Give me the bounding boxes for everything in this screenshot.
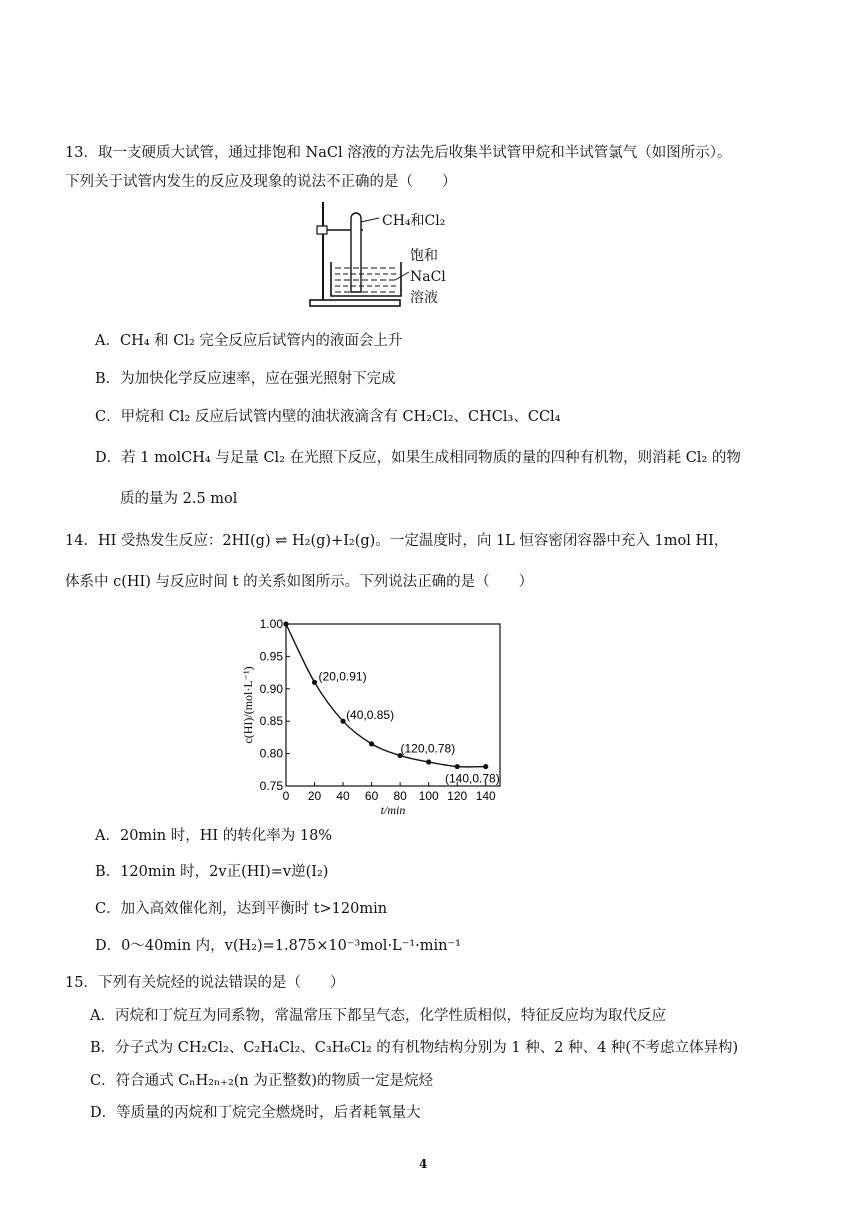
apparatus-liquid-label-1: 饱和 — [410, 248, 438, 264]
plot-frame — [286, 624, 500, 786]
data-point — [283, 621, 288, 626]
data-label: (20,0.91) — [318, 669, 367, 684]
apparatus-liquid-label-2: NaCl — [410, 269, 446, 285]
q13-stem-line2: 下列关于试管内发生的反应及现象的说法不正确的是（ ） — [65, 174, 457, 190]
page-number: 4 — [419, 1157, 428, 1171]
data-point — [426, 759, 431, 764]
y-tick-label: 0.80 — [259, 746, 283, 761]
y-tick-label: 0.85 — [259, 714, 283, 729]
x-tick-label: 100 — [418, 789, 439, 803]
x-tick-label: 0 — [282, 789, 290, 803]
y-tick-label: 0.95 — [259, 649, 283, 664]
x-tick-label: 80 — [393, 789, 407, 803]
y-tick-label: 0.90 — [259, 681, 283, 696]
q14-option-a: A．20min 时，HI 的转化率为 18% — [95, 828, 333, 844]
x-tick-label: 120 — [447, 789, 468, 803]
q15-option-c: C．符合通式 CₙH₂ₙ₊₂(n 为正整数)的物质一定是烷烃 — [90, 1073, 434, 1089]
q14-option-c: C．加入高效催化剂，达到平衡时 t>120min — [95, 901, 388, 917]
hi-concentration-chart — [238, 604, 518, 822]
y-tick-label: 0.75 — [259, 779, 283, 793]
q13-option-d-line2: 质的量为 2.5 mol — [120, 491, 238, 507]
apparatus-gas-label: CH₄和Cl₂ — [382, 213, 446, 229]
data-point — [369, 741, 374, 746]
data-label: (120,0.78) — [400, 741, 456, 756]
y-tick-label: 1.00 — [259, 617, 283, 631]
apparatus-liquid-label-3: 溶液 — [410, 290, 438, 306]
q15-stem: 15．下列有关烷烃的说法错误的是（ ） — [65, 975, 345, 991]
q13-option-d-line1: D．若 1 molCH₄ 与足量 Cl₂ 在光照下反应，如果生成相同物质的量的四种有机物，则消耗 Cl₂ 的物 — [95, 450, 741, 466]
q13-option-c: C．甲烷和 Cl₂ 反应后试管内壁的油状液滴含有 CH₂Cl₂、CHCl₃、CCl₄ — [95, 409, 561, 425]
x-tick-label: 20 — [307, 789, 322, 803]
q14-stem-line2: 体系中 c(HI) 与反应时间 t 的关系如图所示。下列说法正确的是（ ） — [65, 574, 534, 590]
data-label: (140,0.78) — [445, 771, 500, 786]
q15-option-b: B．分子式为 CH₂Cl₂、C₂H₄Cl₂、C₃H₆Cl₂ 的有机物结构分别为 1 种、2 种、4 种(不考虑立体异构) — [90, 1040, 739, 1056]
q13-stem-line1: 13．取一支硬质大试管，通过排饱和 NaCl 溶液的方法先后收集半试管甲烷和半试管氯气（如图所示）。 — [65, 145, 732, 161]
chart-svg — [238, 604, 518, 822]
q14-stem-line1: 14．HI 受热发生反应：2HI(g) ⇌ H₂(g)+I₂(g)。一定温度时，向 1L 恒容密闭容器中充入 1mol HI， — [65, 533, 729, 549]
q15-option-a: A．丙烷和丁烷互为同系物，常温常压下都呈气态，化学性质相似，特征反应均为取代反应 — [90, 1008, 666, 1024]
x-tick-label: 40 — [336, 789, 350, 803]
q15-option-d: D．等质量的丙烷和丁烷完全燃烧时，后者耗氧量大 — [90, 1105, 421, 1121]
q13-option-a: A．CH₄ 和 Cl₂ 完全反应后试管内的液面会上升 — [95, 333, 403, 349]
x-tick-label: 140 — [475, 789, 496, 803]
y-axis-label: c(HI)/(mol·L⁻¹) — [241, 666, 255, 744]
data-point — [312, 680, 317, 685]
data-point — [455, 764, 460, 769]
data-label: (40,0.85) — [346, 708, 395, 723]
series-line — [286, 624, 486, 767]
q14-option-d: D．0～40min 内，v(H₂)=1.875×10⁻³mol·L⁻¹·min⁻¹ — [95, 938, 461, 954]
x-axis-label: t/min — [380, 803, 406, 817]
data-point — [340, 719, 345, 724]
q14-option-b: B．120min 时，2v正(HI)=v逆(I₂) — [95, 864, 329, 880]
x-tick-label: 60 — [364, 789, 379, 803]
data-point — [483, 764, 488, 769]
q13-option-b: B．为加快化学反应速率，应在强光照射下完成 — [95, 371, 396, 387]
